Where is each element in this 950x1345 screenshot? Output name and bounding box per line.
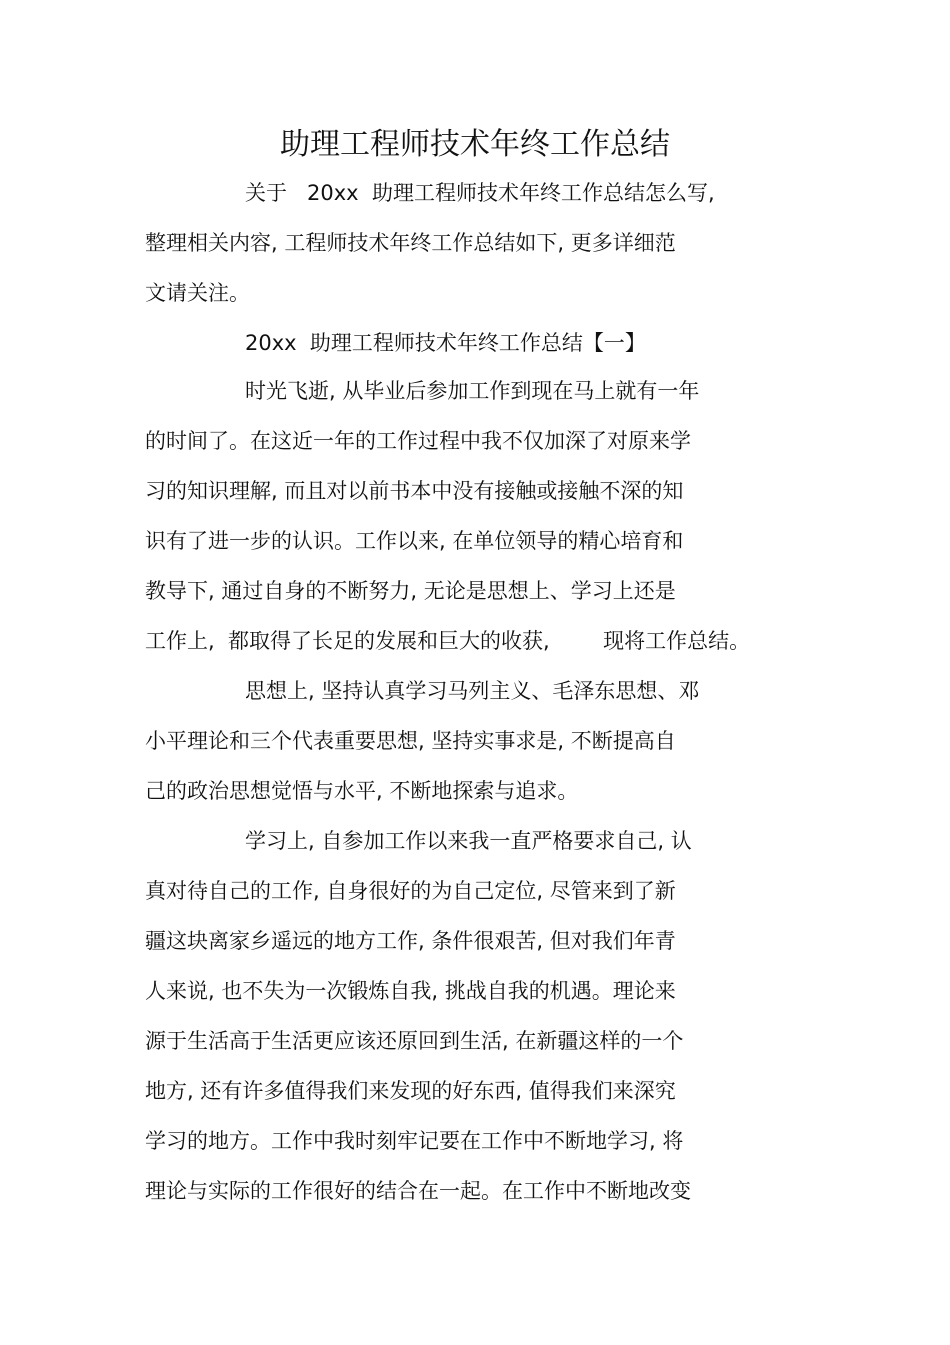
body-line: 识有了进一步的认识。工作以来, 在单位领导的精心培育和: [145, 529, 684, 553]
body-line: 的时间了。在这近一年的工作过程中我不仅加深了对原来学: [145, 429, 691, 453]
section-heading: 20xx 助理工程师技术年终工作总结【一】: [245, 331, 646, 355]
body-line: 小平理论和三个代表重要思想, 坚持实事求是, 不断提高自: [145, 729, 676, 753]
body-line: 时光飞逝, 从毕业后参加工作到现在马上就有一年: [245, 379, 700, 403]
body-line: 工作上, 都取得了长足的发展和巨大的收获, 现将工作总结。: [145, 629, 751, 653]
body-line: 人来说, 也不失为一次锻炼自我, 挑战自我的机遇。理论来: [145, 979, 676, 1003]
body-line: 整理相关内容, 工程师技术年终工作总结如下, 更多详细范: [145, 231, 676, 255]
body-line: 习的知识理解, 而且对以前书本中没有接触或接触不深的知: [145, 479, 684, 503]
body-line: 学习上, 自参加工作以来我一直严格要求自己, 认: [245, 829, 692, 853]
body-line: 理论与实际的工作很好的结合在一起。在工作中不断地改变: [145, 1179, 691, 1203]
body-line: 地方, 还有许多值得我们来发现的好东西, 值得我们来深究: [145, 1079, 676, 1103]
body-line: 文请关注。: [145, 281, 250, 305]
body-line: 关于 20xx 助理工程师技术年终工作总结怎么写,: [245, 181, 715, 205]
body-line: 教导下, 通过自身的不断努力, 无论是思想上、学习上还是: [145, 579, 676, 603]
body-line: 真对待自己的工作, 自身很好的为自己定位, 尽管来到了新: [145, 879, 676, 903]
body-line: 源于生活高于生活更应该还原回到生活, 在新疆这样的一个: [145, 1029, 684, 1053]
body-line: 学习的地方。工作中我时刻牢记要在工作中不断地学习, 将: [145, 1129, 684, 1153]
document-title: 助理工程师技术年终工作总结: [280, 127, 670, 162]
body-line: 己的政治思想觉悟与水平, 不断地探索与追求。: [145, 779, 579, 803]
body-line: 思想上, 坚持认真学习马列主义、毛泽东思想、邓: [245, 679, 700, 703]
body-line: 疆这块离家乡遥远的地方工作, 条件很艰苦, 但对我们年青: [145, 929, 676, 953]
